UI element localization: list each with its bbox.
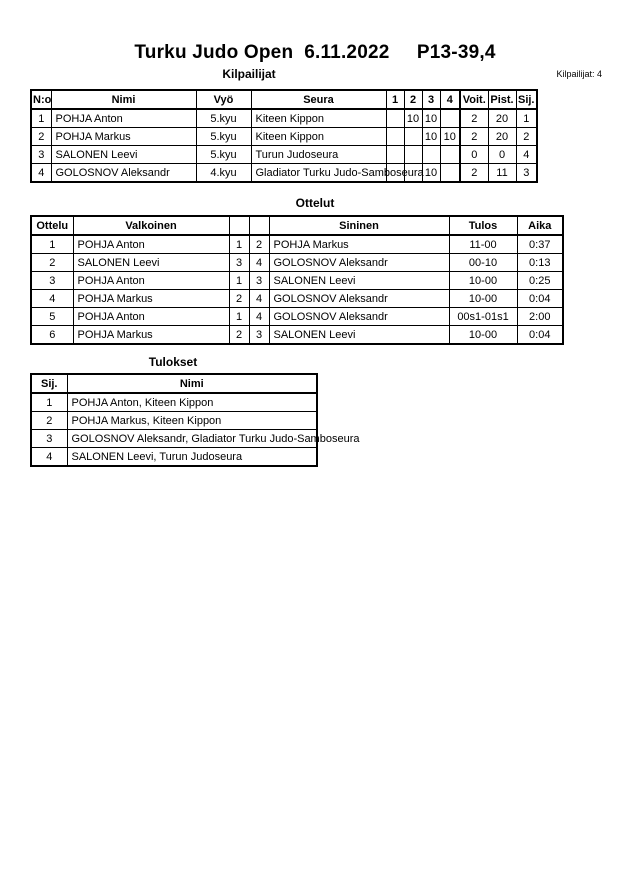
cell-place: 1: [31, 393, 67, 412]
matches-table: [30, 215, 564, 345]
cell-name: POHJA Markus: [51, 128, 196, 146]
cell-belt: 5.kyu: [196, 146, 251, 164]
results-header-row: [31, 374, 317, 393]
cell-r1: [386, 146, 404, 164]
cell-no: 1: [31, 109, 51, 128]
cell-r3: 10: [422, 109, 440, 128]
cell-no: 3: [31, 146, 51, 164]
match-row: [31, 272, 563, 290]
competitor-row: [31, 164, 537, 183]
cell-blue-no: 4: [249, 254, 269, 272]
cell-place: 4: [516, 146, 537, 164]
cell-r1: [386, 128, 404, 146]
cell-points: 20: [488, 109, 516, 128]
col-header-belt: Vyö: [196, 90, 251, 109]
cell-blue-no: 3: [249, 326, 269, 345]
col-header-3: 3: [422, 90, 440, 109]
cell-points: 11: [488, 164, 516, 183]
col-header-white: Valkoinen: [73, 216, 229, 235]
cell-place: 4: [31, 448, 67, 467]
cell-r1: [386, 109, 404, 128]
cell-r2: 10: [404, 109, 422, 128]
competitors-header-row: [31, 90, 537, 109]
cell-white-name: SALONEN Leevi: [73, 254, 229, 272]
competitors-section-heading: Kilpailijat: [222, 67, 276, 81]
cell-white-name: POHJA Markus: [73, 290, 229, 308]
cell-blue-no: 2: [249, 235, 269, 254]
cell-wins: 0: [460, 146, 488, 164]
cell-r2: [404, 146, 422, 164]
cell-club: Turun Judoseura: [251, 146, 386, 164]
cell-wins: 2: [460, 128, 488, 146]
cell-match-no: 5: [31, 308, 73, 326]
matches-header-row: [31, 216, 563, 235]
cell-result: 10-00: [449, 290, 517, 308]
cell-white-name: POHJA Anton: [73, 272, 229, 290]
cell-white-no: 1: [229, 308, 249, 326]
cell-place: 2: [516, 128, 537, 146]
cell-time: 0:37: [517, 235, 563, 254]
cell-wins: 2: [460, 109, 488, 128]
cell-time: 0:13: [517, 254, 563, 272]
col-header-white-no: [229, 216, 249, 235]
cell-name: SALONEN Leevi, Turun Judoseura: [67, 448, 317, 467]
col-header-name: Nimi: [67, 374, 317, 393]
cell-blue-no: 4: [249, 290, 269, 308]
cell-points: 20: [488, 128, 516, 146]
cell-r4: [440, 109, 460, 128]
cell-r3: 10: [422, 164, 440, 183]
col-header-points: Pist.: [488, 90, 516, 109]
cell-blue-name: GOLOSNOV Aleksandr: [269, 308, 449, 326]
cell-no: 2: [31, 128, 51, 146]
cell-points: 0: [488, 146, 516, 164]
cell-no: 4: [31, 164, 51, 183]
cell-time: 0:04: [517, 290, 563, 308]
cell-white-no: 2: [229, 326, 249, 345]
cell-name: POHJA Markus, Kiteen Kippon: [67, 412, 317, 430]
cell-club: Kiteen Kippon: [251, 109, 386, 128]
cell-wins: 2: [460, 164, 488, 183]
col-header-match: Ottelu: [31, 216, 73, 235]
cell-white-no: 1: [229, 235, 249, 254]
cell-place: 1: [516, 109, 537, 128]
col-header-2: 2: [404, 90, 422, 109]
cell-time: 2:00: [517, 308, 563, 326]
cell-r3: 10: [422, 128, 440, 146]
cell-result: 10-00: [449, 272, 517, 290]
cell-match-no: 4: [31, 290, 73, 308]
cell-blue-name: SALONEN Leevi: [269, 272, 449, 290]
cell-belt: 4.kyu: [196, 164, 251, 183]
cell-match-no: 3: [31, 272, 73, 290]
cell-belt: 5.kyu: [196, 128, 251, 146]
match-row: [31, 308, 563, 326]
results-section-heading: Tulokset: [148, 355, 198, 369]
cell-name: POHJA Anton, Kiteen Kippon: [67, 393, 317, 412]
col-header-4: 4: [440, 90, 460, 109]
cell-white-name: POHJA Anton: [73, 235, 229, 254]
cell-place: 2: [31, 412, 67, 430]
cell-white-no: 3: [229, 254, 249, 272]
cell-white-name: POHJA Anton: [73, 308, 229, 326]
competitors-count: Kilpailijat: 4: [556, 69, 602, 79]
cell-blue-name: GOLOSNOV Aleksandr: [269, 254, 449, 272]
cell-belt: 5.kyu: [196, 109, 251, 128]
col-header-result: Tulos: [449, 216, 517, 235]
col-header-place: Sij.: [31, 374, 67, 393]
col-header-blue-no: [249, 216, 269, 235]
cell-place: 3: [31, 430, 67, 448]
cell-blue-name: GOLOSNOV Aleksandr: [269, 290, 449, 308]
cell-result: 10-00: [449, 326, 517, 345]
page-title: Turku Judo Open 6.11.2022 P13-39,4: [134, 42, 496, 63]
cell-white-name: POHJA Markus: [73, 326, 229, 345]
cell-time: 0:25: [517, 272, 563, 290]
cell-blue-no: 4: [249, 308, 269, 326]
result-row: [31, 448, 317, 467]
cell-r2: [404, 128, 422, 146]
competitor-row: [31, 146, 537, 164]
competitor-row: [31, 128, 537, 146]
cell-time: 0:04: [517, 326, 563, 345]
col-header-wins: Voit.: [460, 90, 488, 109]
col-header-no: N:o: [31, 90, 51, 109]
cell-white-no: 2: [229, 290, 249, 308]
cell-name: POHJA Anton: [51, 109, 196, 128]
cell-blue-no: 3: [249, 272, 269, 290]
match-row: [31, 290, 563, 308]
col-header-club: Seura: [251, 90, 386, 109]
cell-r3: [422, 146, 440, 164]
match-row: [31, 254, 563, 272]
cell-result: 00-10: [449, 254, 517, 272]
match-row: [31, 235, 563, 254]
cell-place: 3: [516, 164, 537, 183]
cell-blue-name: SALONEN Leevi: [269, 326, 449, 345]
col-header-place: Sij.: [516, 90, 537, 109]
col-header-1: 1: [386, 90, 404, 109]
col-header-blue: Sininen: [269, 216, 449, 235]
cell-result: 00s1-01s1: [449, 308, 517, 326]
match-row: [31, 326, 563, 345]
cell-result: 11-00: [449, 235, 517, 254]
result-row: [31, 412, 317, 430]
cell-r4: [440, 146, 460, 164]
cell-club: Gladiator Turku Judo-Samboseura: [251, 164, 386, 183]
result-row: [31, 430, 317, 448]
cell-blue-name: POHJA Markus: [269, 235, 449, 254]
cell-match-no: 6: [31, 326, 73, 345]
cell-name: SALONEN Leevi: [51, 146, 196, 164]
matches-section-heading: Ottelut: [295, 196, 335, 210]
competitors-table: [30, 89, 538, 183]
col-header-name: Nimi: [51, 90, 196, 109]
cell-r4: [440, 164, 460, 183]
cell-match-no: 1: [31, 235, 73, 254]
cell-match-no: 2: [31, 254, 73, 272]
competitor-row: [31, 109, 537, 128]
cell-name: GOLOSNOV Aleksandr, Gladiator Turku Judo-Samboseura: [67, 430, 317, 448]
cell-club: Kiteen Kippon: [251, 128, 386, 146]
col-header-time: Aika: [517, 216, 563, 235]
cell-r4: 10: [440, 128, 460, 146]
cell-name: GOLOSNOV Aleksandr: [51, 164, 196, 183]
result-row: [31, 393, 317, 412]
cell-white-no: 1: [229, 272, 249, 290]
results-table: [30, 373, 360, 467]
